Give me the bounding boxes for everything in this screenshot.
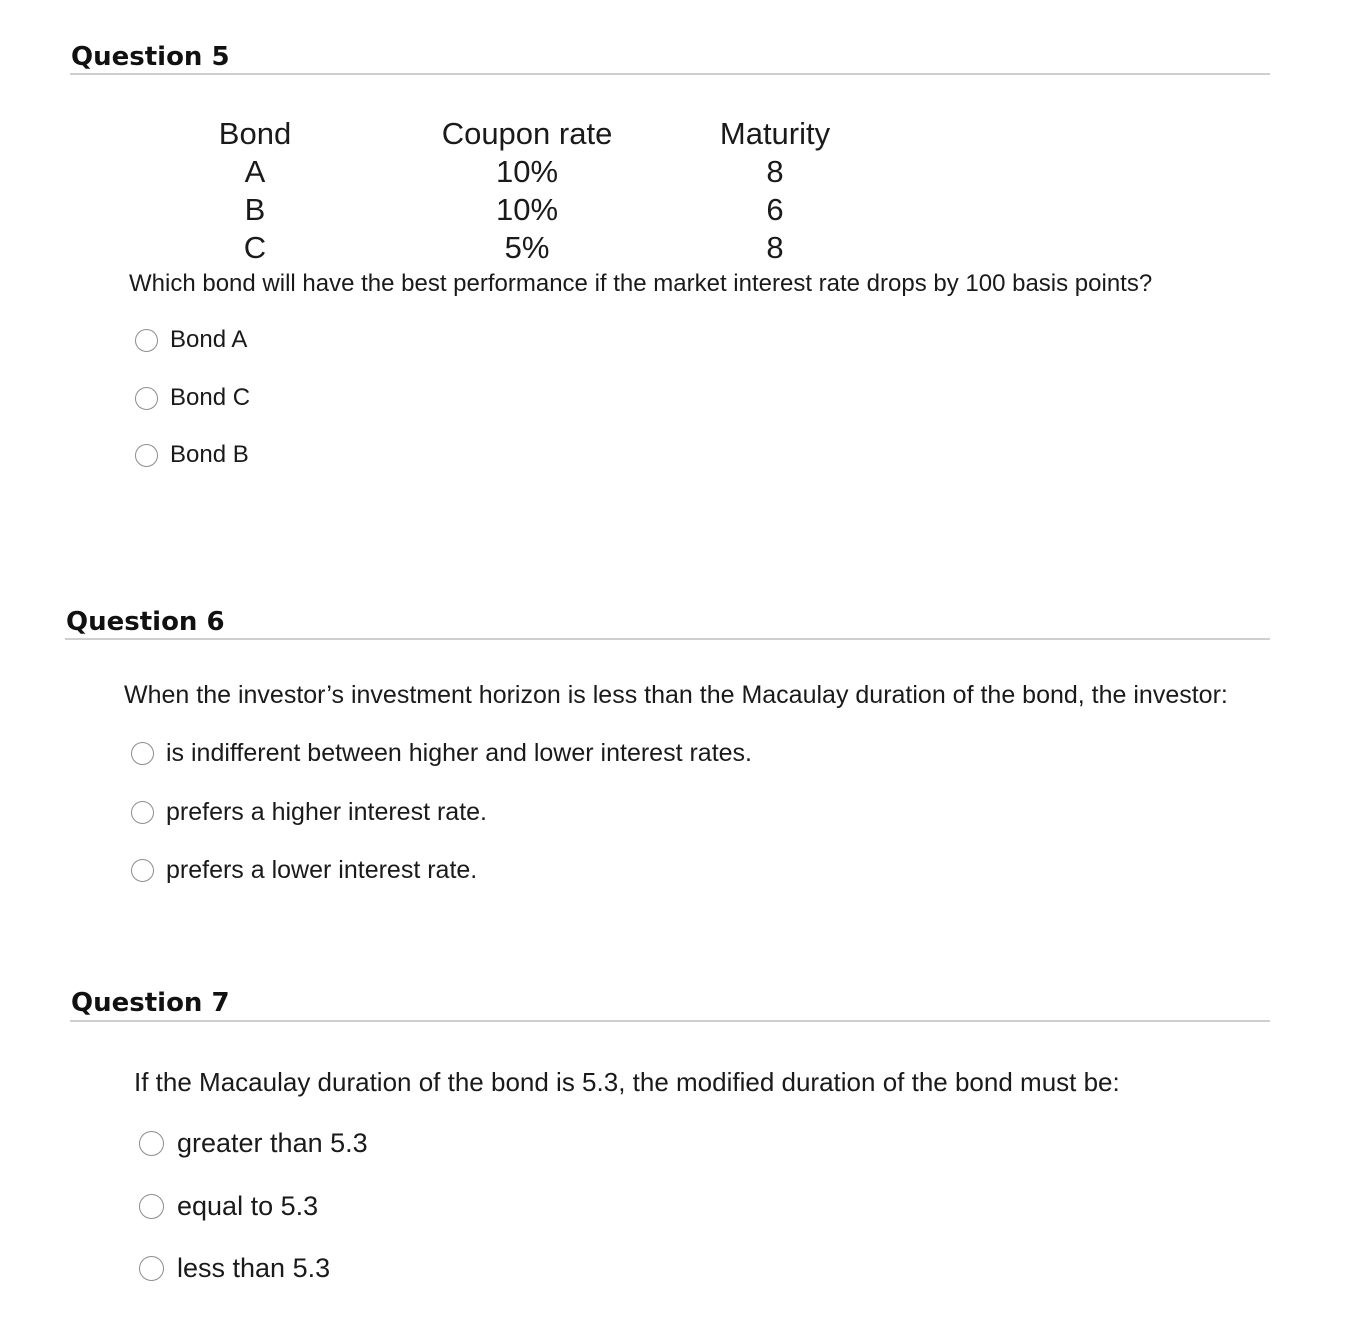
option-label: Bond B [170, 441, 249, 468]
table-cell-maturity: 8 [766, 154, 784, 189]
answer-option-indifferent[interactable] [131, 738, 752, 768]
question-6-prompt: When the investor’s investment horizon is less than the Macaulay duration of the bond, the investor: [124, 681, 1228, 709]
table-header-coupon-rate: Coupon rate [441, 116, 613, 151]
radio-button[interactable] [139, 1131, 164, 1156]
table-header-bond: Bond [218, 116, 292, 151]
table-cell-maturity: 6 [766, 192, 784, 227]
table-cell-bond: A [244, 154, 266, 189]
question-5-heading: Question 5 [71, 42, 230, 72]
question-5-divider [70, 73, 1270, 75]
table-cell-coupon: 10% [495, 154, 559, 189]
option-label: less than 5.3 [177, 1253, 331, 1283]
table-cell-coupon: 10% [495, 192, 559, 227]
answer-option-bond-c[interactable] [135, 384, 250, 412]
answer-option-bond-a[interactable] [135, 326, 247, 354]
question-5-prompt: Which bond will have the best performance if the market interest rate drops by 100 basis points? [129, 270, 1153, 297]
radio-button[interactable] [135, 329, 158, 352]
radio-button[interactable] [135, 444, 158, 467]
question-7-heading: Question 7 [71, 988, 230, 1018]
radio-button[interactable] [139, 1194, 164, 1219]
answer-option-bond-b[interactable] [135, 441, 249, 469]
answer-option-equal-to[interactable] [139, 1190, 318, 1222]
table-cell-maturity: 8 [766, 230, 784, 265]
option-label: is indifferent between higher and lower interest rates. [166, 739, 752, 767]
answer-option-higher-rate[interactable] [131, 797, 487, 827]
question-7-prompt: If the Macaulay duration of the bond is 5.3, the modified duration of the bond must be: [134, 1067, 1120, 1097]
option-label: greater than 5.3 [177, 1128, 368, 1158]
radio-button[interactable] [131, 859, 154, 882]
table-cell-coupon: 5% [504, 230, 550, 265]
question-6-heading: Question 6 [66, 607, 225, 637]
radio-button[interactable] [131, 801, 154, 824]
question-6-divider [65, 638, 1270, 640]
option-label: prefers a lower interest rate. [166, 856, 478, 884]
radio-button[interactable] [139, 1256, 164, 1281]
table-header-maturity: Maturity [719, 116, 831, 151]
radio-button[interactable] [131, 742, 154, 765]
table-cell-bond: B [244, 192, 266, 227]
table-cell-bond: C [243, 230, 267, 265]
answer-option-lower-rate[interactable] [131, 855, 477, 885]
answer-option-less-than[interactable] [139, 1252, 330, 1284]
radio-button[interactable] [135, 387, 158, 410]
answer-option-greater-than[interactable] [139, 1127, 368, 1159]
option-label: Bond C [170, 384, 251, 411]
option-label: prefers a higher interest rate. [166, 798, 487, 826]
option-label: equal to 5.3 [177, 1191, 319, 1221]
question-7-divider [70, 1020, 1270, 1022]
option-label: Bond A [170, 326, 248, 353]
